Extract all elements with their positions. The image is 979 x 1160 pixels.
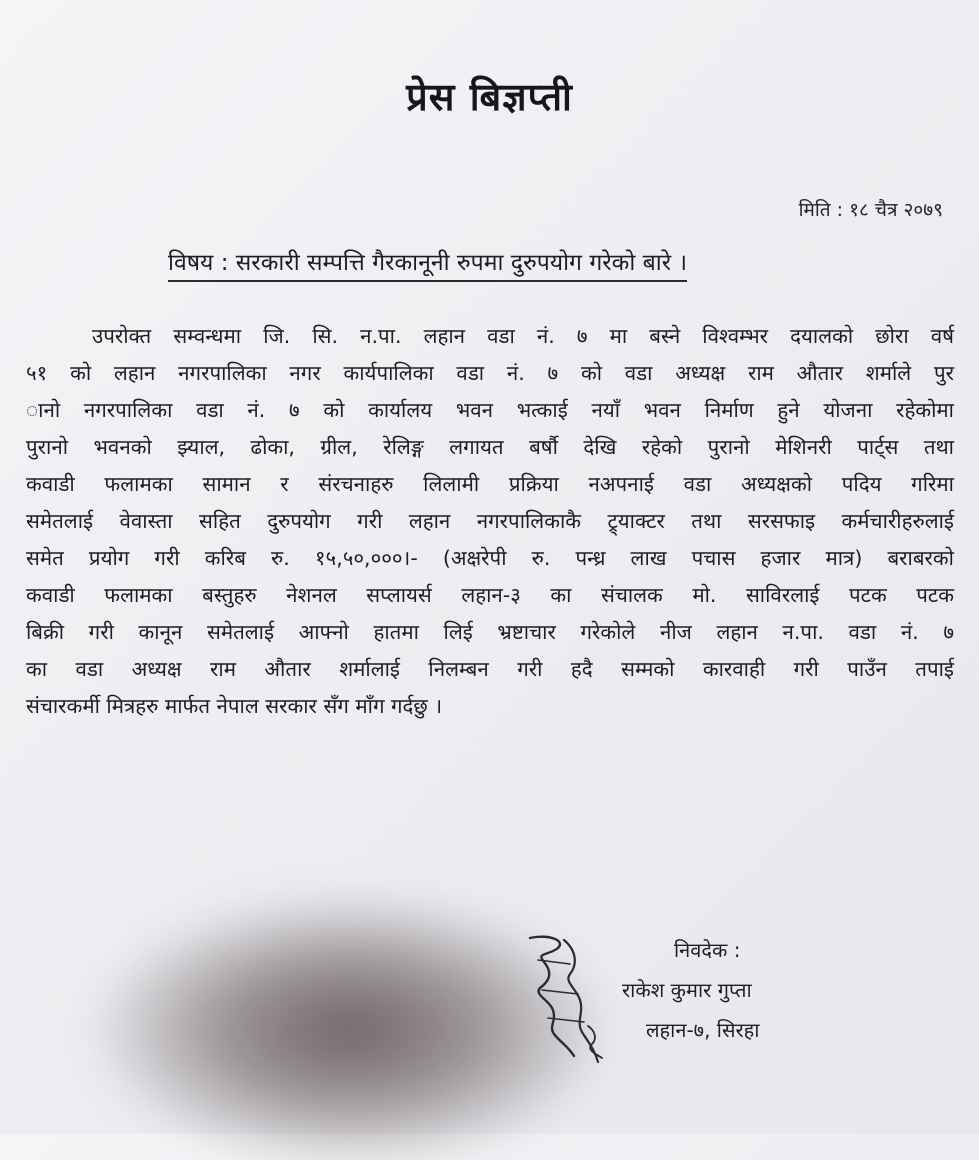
body-line: संचारकर्मी मित्रहरु मार्फत नेपाल सरकार सँग माँग गर्दछु । <box>26 694 443 718</box>
date-line: मिति : १८ चैत्र २०७९ <box>798 199 943 221</box>
signature-label: निवदेक : <box>674 938 741 962</box>
signatory-name: राकेश कुमार गुप्ता <box>622 978 752 1002</box>
document-title: प्रेस बिज्ञप्ती <box>406 75 573 119</box>
handwritten-signature-icon <box>518 930 618 1070</box>
body-line: ानो नगरपालिका वडा नं. ७ को कार्यालय भवन भत्काई नयाँ भवन निर्माण हुने योजना रहेकोमा <box>26 398 954 422</box>
body-line: समेत प्रयोग गरी करिब रु. १५,५०,०००।- (अक्षरेपी रु. पन्ध्र लाख पचास हजार मात्र) बराबरको <box>26 546 954 570</box>
body-line: पुरानो भवनको झ्याल, ढोका, ग्रील, रेलिङ्ग लगायत बर्षौ देखि रहेको पुरानो मेशिनरी पार्ट्स तथा <box>26 435 954 459</box>
signatory-address: लहान-७, सिरहा <box>646 1018 760 1042</box>
body-line: का वडा अध्यक्ष राम औतार शर्मालाई निलम्बन गरी हदै सम्मको कारवाही गरी पाउँन तपाई <box>26 657 954 681</box>
subject-line: विषय : सरकारी सम्पत्ति गैरकानूनी रुपमा दुरुपयोग गरेको बारे । <box>168 245 687 282</box>
signature-block <box>622 930 842 1050</box>
body-line: समेतलाई वेवास्ता सहित दुरुपयोग गरी लहान नगरपालिकाकै ट्र्याक्टर तथा सरसफाइ कर्मचारीहरुलाई <box>26 509 954 533</box>
body-line: बिक्री गरी कानून समेतलाई आफ्नो हातमा लिई भ्रष्टाचार गरेकोले नीज लहान न.पा. वडा नं. ७ <box>26 620 954 644</box>
body-line: कवाडी फलामका बस्तुहरु नेशनल सप्लायर्स लहान-३ का संचालक मो. साविरलाई पटक पटक <box>26 583 954 607</box>
body-line: ५१ को लहान नगरपालिका नगर कार्यपालिका वडा नं. ७ को वडा अध्यक्ष राम औतार शर्माले पुर <box>26 361 954 385</box>
body-paragraph <box>26 318 954 725</box>
body-line: उपरोक्त सम्वन्धमा जि. सि. न.पा. लहान वडा नं. ७ मा बस्ने विश्वम्भर दयालको छोरा वर्ष <box>92 324 954 348</box>
body-line: कवाडी फलामका सामान र संरचनाहरु लिलामी प्रक्रिया नअपनाई वडा अध्यक्षको पदिय गरिमा <box>26 472 954 496</box>
